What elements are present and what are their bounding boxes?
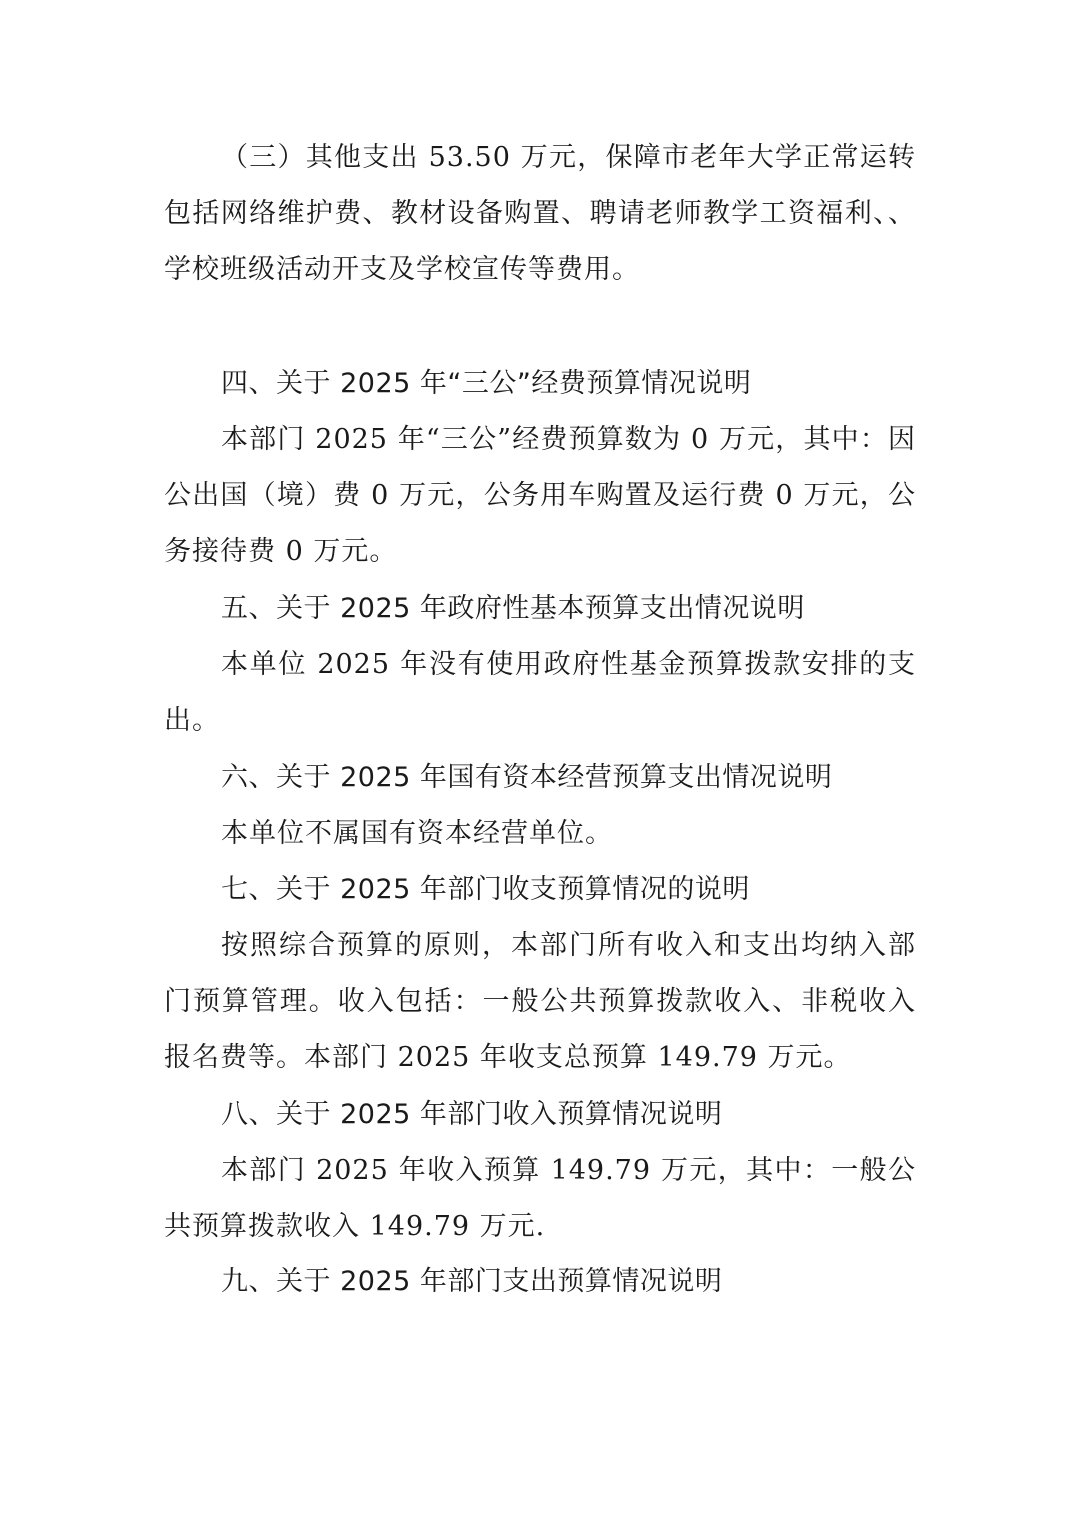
heading-section-5: 五、关于 2025 年政府性基本预算支出情况说明	[221, 593, 805, 624]
paragraph-three-public-funds: 本部门 2025 年“三公”经费预算数为 0 万元，其中：因公出国（境）费 0 万元，公务用车购置及运行费 0 万元，公务接待费 0 万元。	[164, 424, 916, 567]
paragraph-government-fund-budget: 本单位 2025 年没有使用政府性基金预算拨款安排的支出。	[164, 649, 916, 736]
paragraph-revenue-expenditure-budget: 按照综合预算的原则，本部门所有收入和支出均纳入部门预算管理。收入包括：一般公共预算拨款收入、非税收入报名费等。本部门 2025 年收支总预算 149.79 万元。	[164, 930, 916, 1073]
paragraph-revenue-budget: 本部门 2025 年收入预算 149.79 万元，其中：一般公共预算拨款收入 149.79 万元.	[164, 1155, 916, 1242]
heading-section-4: 四、关于 2025 年“三公”经费预算情况说明	[221, 368, 752, 399]
paragraph-other-expenses: （三）其他支出 53.50 万元，保障市老年大学正常运转包括网络维护费、教材设备购置、聘请老师教学工资福利、、学校班级活动开支及学校宣传等费用。	[164, 142, 916, 285]
heading-section-8: 八、关于 2025 年部门收入预算情况说明	[221, 1099, 723, 1130]
paragraph-state-capital-budget: 本单位不属国有资本经营单位。	[221, 818, 613, 849]
heading-section-6: 六、关于 2025 年国有资本经营预算支出情况说明	[221, 762, 833, 793]
heading-section-7: 七、关于 2025 年部门收支预算情况的说明	[221, 874, 750, 905]
heading-section-9: 九、关于 2025 年部门支出预算情况说明	[221, 1266, 723, 1297]
